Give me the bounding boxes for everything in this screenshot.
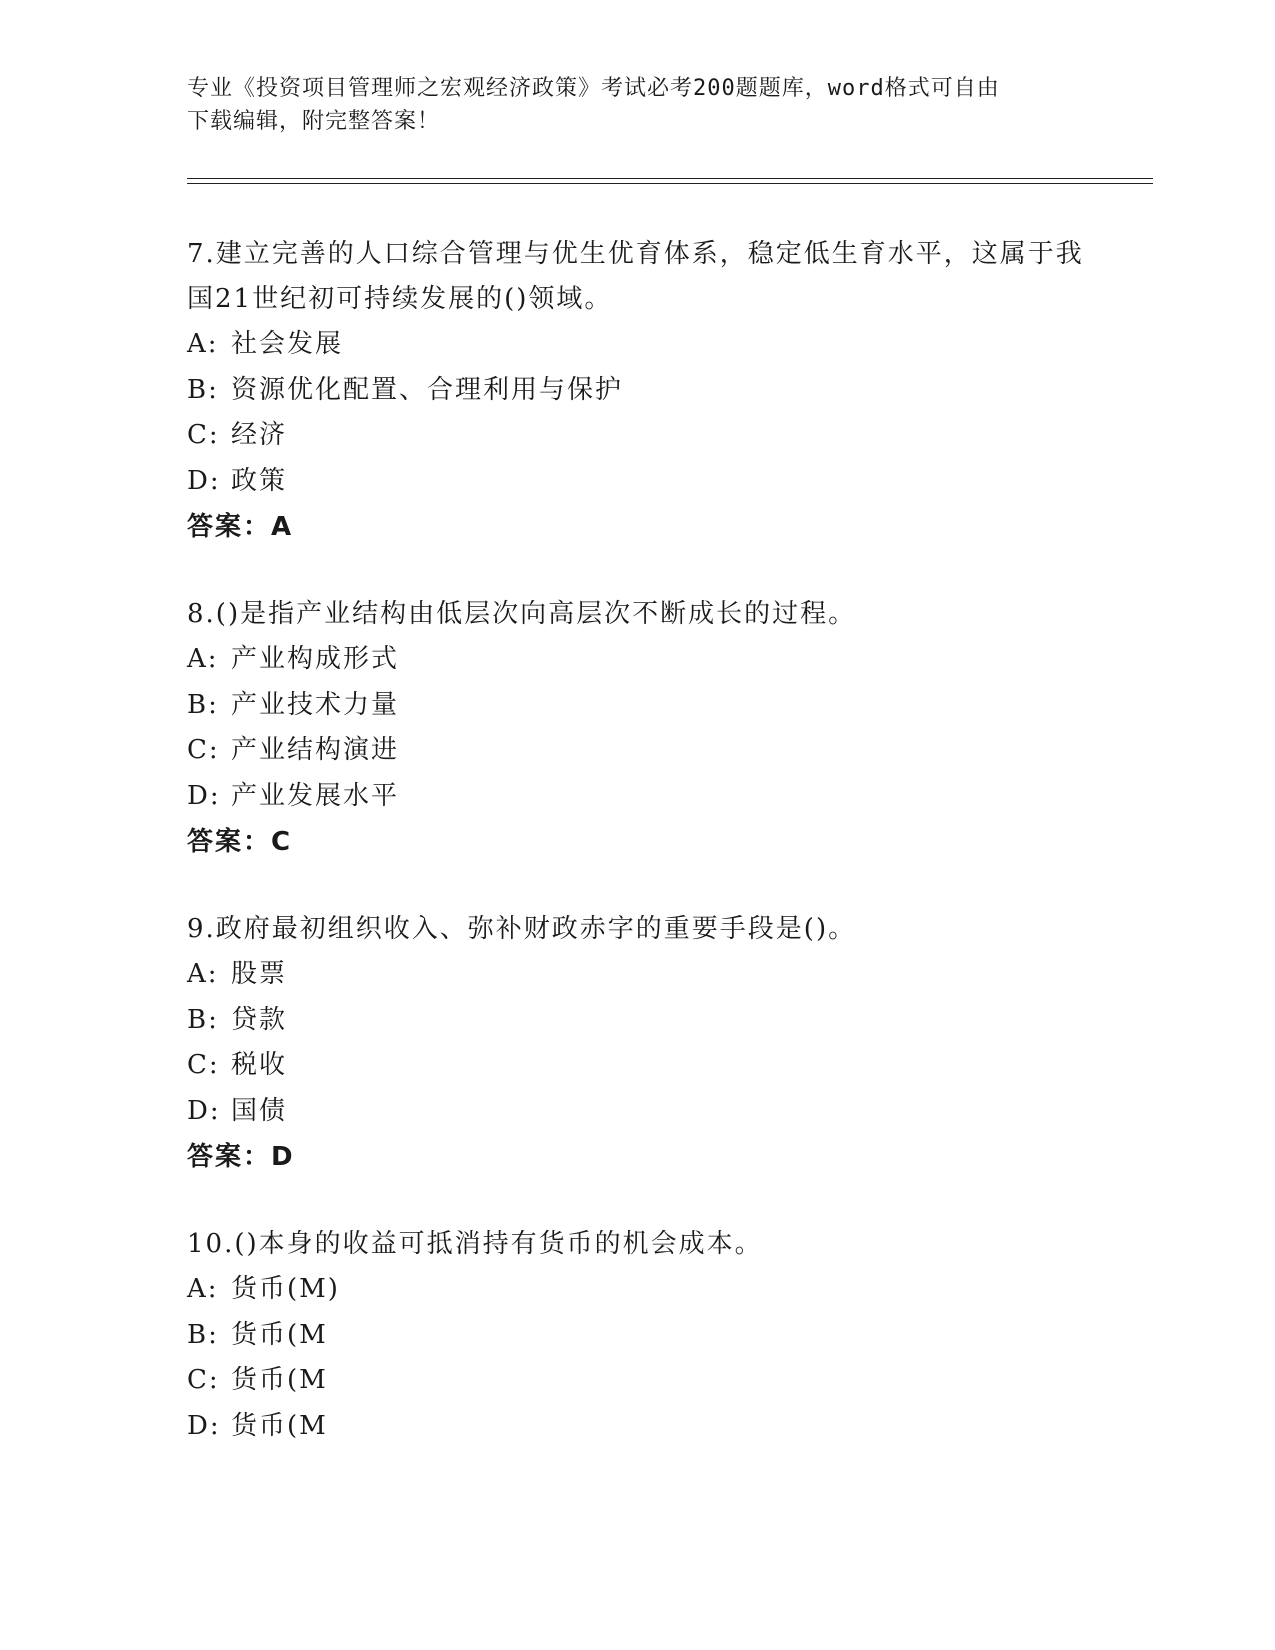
option-key: D: (187, 1410, 221, 1441)
header-line-2: 下载编辑，附完整答案！ (187, 109, 441, 134)
option-text: 政策 (231, 465, 288, 496)
option-text: 产业构成形式 (231, 644, 400, 674)
option-b (187, 998, 1087, 1044)
option-text: 股票 (231, 959, 288, 989)
option-key: C: (187, 1050, 220, 1080)
option-key: B: (187, 1319, 219, 1350)
option-key: D: (187, 465, 221, 496)
option-text: 产业发展水平 (231, 780, 400, 811)
option-text: 货币(M (231, 1365, 328, 1395)
option-text: 产业结构演进 (231, 735, 400, 765)
question-item (187, 1222, 1087, 1449)
option-text: 国债 (231, 1095, 288, 1126)
option-a (187, 322, 1087, 368)
option-c (187, 728, 1087, 774)
question-item (187, 907, 1087, 1180)
answer-text: 答案：C (187, 827, 293, 857)
option-text: 产业技术力量 (231, 689, 400, 720)
option-text: 贷款 (231, 1004, 288, 1035)
option-text: 资源优化配置、合理利用与保护 (231, 374, 624, 405)
option-key: C: (187, 1365, 220, 1395)
option-key: B: (187, 689, 219, 720)
header-divider-top (187, 178, 1153, 179)
question-list (187, 232, 1087, 1491)
option-key: B: (187, 374, 219, 405)
option-key: C: (187, 420, 220, 450)
option-key: D: (187, 1095, 221, 1126)
option-key: A: (187, 1274, 219, 1304)
option-b (187, 368, 1087, 414)
question-item (187, 592, 1087, 865)
option-d (187, 1404, 1087, 1450)
header-divider-bottom (187, 183, 1153, 184)
option-key: D: (187, 780, 221, 811)
answer-text: 答案：D (187, 1142, 295, 1172)
header-line-1: 专业《投资项目管理师之宏观经济政策》考试必考200题题库，word格式可自由 (187, 76, 1000, 101)
document-header (187, 72, 1067, 138)
option-text: 货币(M (231, 1410, 328, 1441)
question-item (187, 232, 1087, 550)
option-key: C: (187, 735, 220, 765)
option-d (187, 459, 1087, 505)
option-key: B: (187, 1004, 219, 1035)
option-d (187, 1089, 1087, 1135)
option-c (187, 1358, 1087, 1404)
option-a (187, 952, 1087, 998)
option-b (187, 683, 1087, 729)
option-text: 货币(M) (231, 1274, 340, 1304)
option-key: A: (187, 959, 219, 989)
question-text: 7.建立完善的人口综合管理与优生优育体系，稳定低生育水平，这属于我国21世纪初可持续发展的()领域。 (187, 239, 1084, 314)
answer-text: 答案：A (187, 512, 294, 542)
option-d (187, 774, 1087, 820)
option-text: 货币(M (231, 1319, 328, 1350)
option-c (187, 1043, 1087, 1089)
option-a (187, 1267, 1087, 1313)
question-text: 8.()是指产业结构由低层次向高层次不断成长的过程。 (187, 599, 857, 629)
option-key: A: (187, 329, 219, 359)
question-text: 10.()本身的收益可抵消持有货币的机会成本。 (187, 1229, 763, 1259)
option-a (187, 637, 1087, 683)
option-text: 社会发展 (231, 329, 344, 359)
option-key: A: (187, 644, 219, 674)
option-b (187, 1313, 1087, 1359)
option-text: 税收 (231, 1050, 288, 1080)
option-c (187, 413, 1087, 459)
question-text: 9.政府最初组织收入、弥补财政赤字的重要手段是()。 (187, 914, 857, 944)
option-text: 经济 (231, 420, 288, 450)
